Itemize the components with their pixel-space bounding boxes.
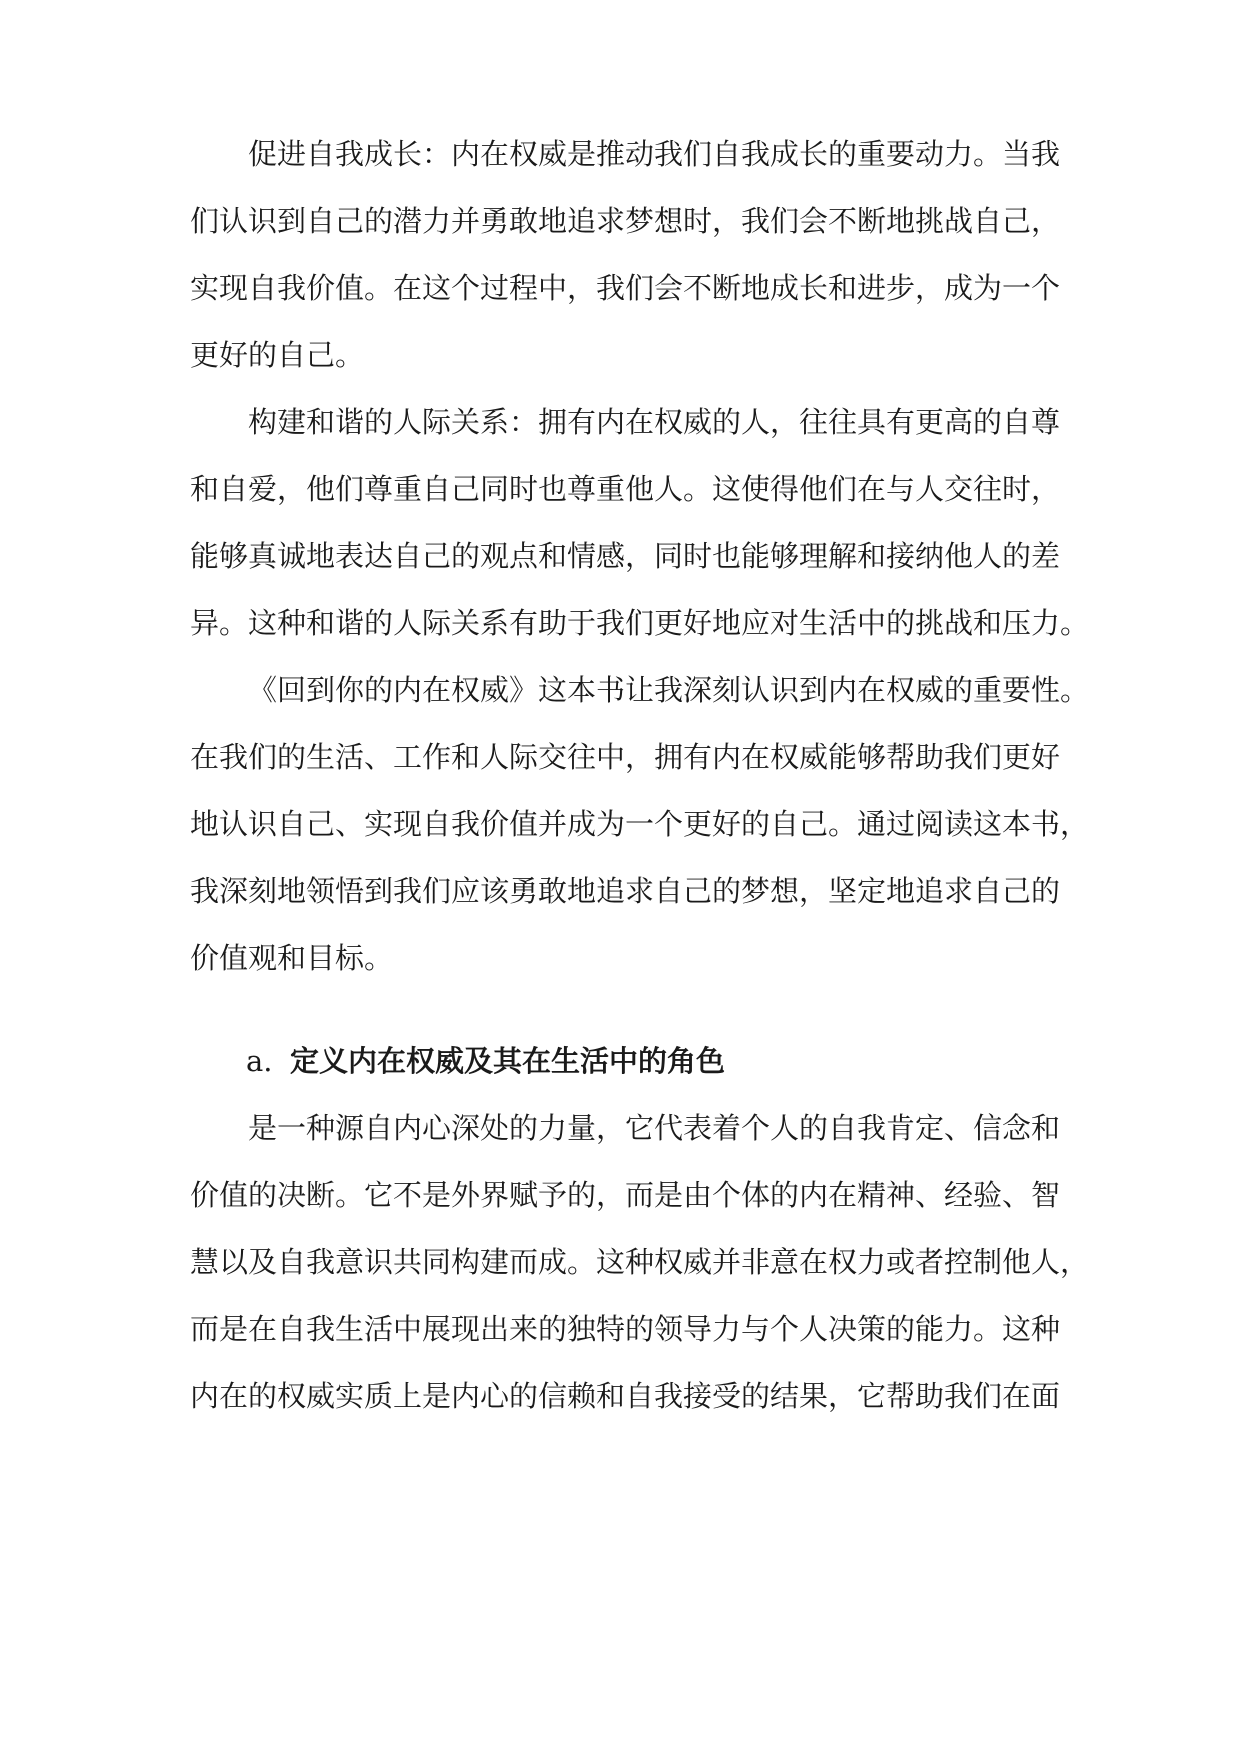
section-heading bbox=[246, 1041, 725, 1081]
section-heading-text: 定义内在权威及其在生活中的角色 bbox=[290, 1044, 726, 1078]
paragraph-3-line-4: 我深刻地领悟到我们应该勇敢地追求自己的梦想，坚定地追求自己的 bbox=[190, 874, 1061, 908]
section-heading-marker: a. bbox=[246, 1044, 273, 1078]
paragraph-1-line-1: 促进自我成长：内在权威是推动我们自我成长的重要动力。当我 bbox=[248, 137, 1061, 171]
paragraph-2-line-3: 能够真诚地表达自己的观点和情感，同时也能够理解和接纳他人的差 bbox=[190, 539, 1061, 573]
paragraph-1-line-3: 实现自我价值。在这个过程中，我们会不断地成长和进步，成为一个 bbox=[190, 271, 1061, 305]
paragraph-4-line-3: 慧以及自我意识共同构建而成。这种权威并非意在权力或者控制他人， bbox=[190, 1245, 1090, 1279]
paragraph-4-line-5: 内在的权威实质上是内心的信赖和自我接受的结果，它帮助我们在面 bbox=[190, 1379, 1061, 1413]
paragraph-1-line-2: 们认识到自己的潜力并勇敢地追求梦想时，我们会不断地挑战自己， bbox=[190, 204, 1061, 238]
paragraph-3-line-1: 《回到你的内在权威》这本书让我深刻认识到内在权威的重要性。 bbox=[248, 673, 1090, 707]
paragraph-4-line-1: 是一种源自内心深处的力量，它代表着个人的自我肯定、信念和 bbox=[248, 1111, 1061, 1145]
paragraph-2-line-4: 异。这种和谐的人际关系有助于我们更好地应对生活中的挑战和压力。 bbox=[190, 606, 1090, 640]
paragraph-2-line-1: 构建和谐的人际关系：拥有内在权威的人，往往具有更高的自尊 bbox=[248, 405, 1061, 439]
paragraph-3-line-3: 地认识自己、实现自我价值并成为一个更好的自己。通过阅读这本书， bbox=[190, 807, 1090, 841]
paragraph-2-line-2: 和自爱，他们尊重自己同时也尊重他人。这使得他们在与人交往时， bbox=[190, 472, 1061, 506]
paragraph-3-line-2: 在我们的生活、工作和人际交往中，拥有内在权威能够帮助我们更好 bbox=[190, 740, 1061, 774]
paragraph-3-line-5: 价值观和目标。 bbox=[190, 941, 394, 975]
paragraph-4-line-4: 而是在自我生活中展现出来的独特的领导力与个人决策的能力。这种 bbox=[190, 1312, 1061, 1346]
paragraph-4-line-2: 价值的决断。它不是外界赋予的，而是由个体的内在精神、经验、智 bbox=[190, 1178, 1061, 1212]
paragraph-1-line-4: 更好的自己。 bbox=[190, 338, 365, 372]
